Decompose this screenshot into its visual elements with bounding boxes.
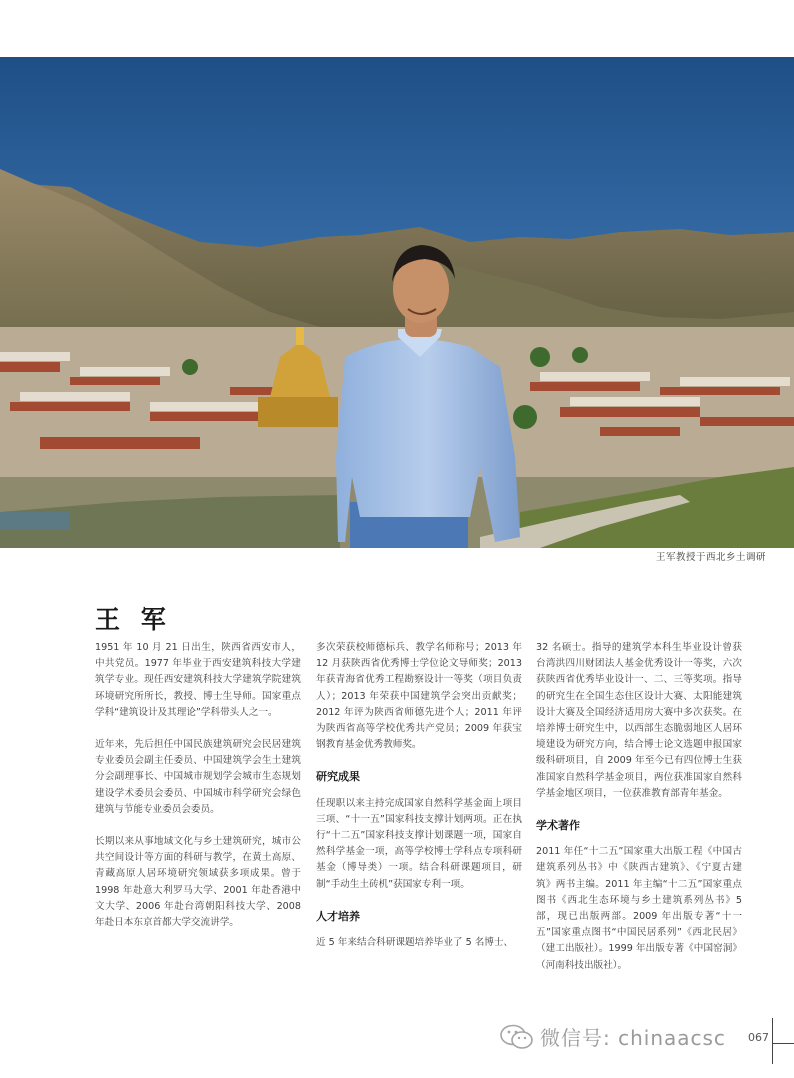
research-paragraph: 任现职以来主持完成国家自然科学基金面上项目三项、“十一五”国家科技支撑计划两项。正在执行“十二五”国家科技支撑计划课题一项，国家自然科学基金一项，高等学校博士学科点专项科研基金（博导类）一项。结合科研课题项目，研制“手动生土砖机”获国家专利一项。 — [316, 797, 522, 890]
talent-heading: 人才培养 — [316, 909, 360, 923]
column-2 — [316, 640, 522, 967]
page-number: 067 — [748, 1031, 769, 1044]
bio-paragraph: 1951 年 10 月 21 日出生，陕西省西安市人，中共党员。1977 年毕业于西安建筑科技大学建筑学专业。现任西安建筑科技大学建筑学院建筑环境研究所所长，教授、博士生导师。国家重点学科“建筑设计及其理论”学科带头人之一。 — [95, 642, 301, 718]
page-corner-rule — [772, 1018, 773, 1064]
research-fields-paragraph: 长期以来从事地域文化与乡土建筑研究，城市公共空间设计等方面的科研与教学，在黄土高原、青藏高原人居环境研究领域获多项成果。曾于 1998 年赴意大利罗马大学、2001 年赴香港中文大学、2006 年赴台湾朝阳科技大学、2008 年赴日本东京首都大学交流讲学。 — [95, 836, 301, 929]
column-1 — [95, 640, 301, 947]
works-heading: 学术著作 — [536, 819, 580, 833]
research-heading: 研究成果 — [316, 770, 360, 784]
wechat-watermark — [500, 1022, 726, 1051]
positions-paragraph: 近年来，先后担任中国民族建筑研究会民居建筑专业委员会副主任委员、中国建筑学会生土建筑分会副理事长、中国城市规划学会城市生态规划建设学术委员会委员、中国城市科学研究会绿色建筑与节能专业委员会委员。 — [95, 739, 301, 815]
cover-photo — [0, 57, 794, 548]
talent-continued-paragraph: 32 名硕士。指导的建筑学本科生毕业设计曾获台湾洪四川财团法人基金优秀设计一等奖，六次获陕西省优秀毕业设计一、二、三等奖项。指导的研究生在全国生态住区设计大赛、太阳能建筑设计大赛及全国经济适用房大赛中多次获奖。在培养博士研究生中，以西部生态脆弱地区人居环境建设为研究方向，结合博士论文选题申报国家级科研项目，自 2009 年至今已有四位博士生获准国家自然科学基金项目，两位获准国家自然科学基金地区项目，一位获准教育部青年基金。 — [536, 642, 742, 799]
honors-paragraph: 多次荣获校师德标兵、教学名师称号；2013 年 12 月获陕西省优秀博士学位论文导师奖；2013 年获青海省优秀工程勘察设计一等奖（项目负责人）；2013 年荣获中国建筑学会突出贡献奖；2012 年评为陕西省师德先进个人；2011 年评为陕西省高等学校优秀共产党员；2009 年获宝钢教育基金优秀教师奖。 — [316, 642, 522, 751]
person-name-heading: 王 军 — [95, 605, 172, 634]
page-corner-rule-horizontal — [772, 1043, 794, 1044]
photo-caption: 王军教授于西北乡土调研 — [655, 552, 766, 563]
column-3 — [536, 640, 742, 990]
watermark-text: 微信号: chinaacsc — [540, 1026, 726, 1050]
wechat-icon — [500, 1024, 534, 1050]
works-paragraph: 2011 年任“十二五”国家重大出版工程《中国古建筑系列丛书》中《陕西古建筑》、《宁夏古建筑》两书主编。2011 年主编“十二五”国家重点图书《西北生态环境与乡土建筑系列丛书》5 部，现已出版两部。2009 年出版专著“十一五”国家重点图书“中国民居系列”《西北民居》（建工出版社）。1999 年出版专著《中国窑洞》（河南科技出版社）。 — [536, 846, 742, 971]
talent-paragraph: 近 5 年来结合科研课题培养毕业了 5 名博士、 — [316, 937, 514, 949]
